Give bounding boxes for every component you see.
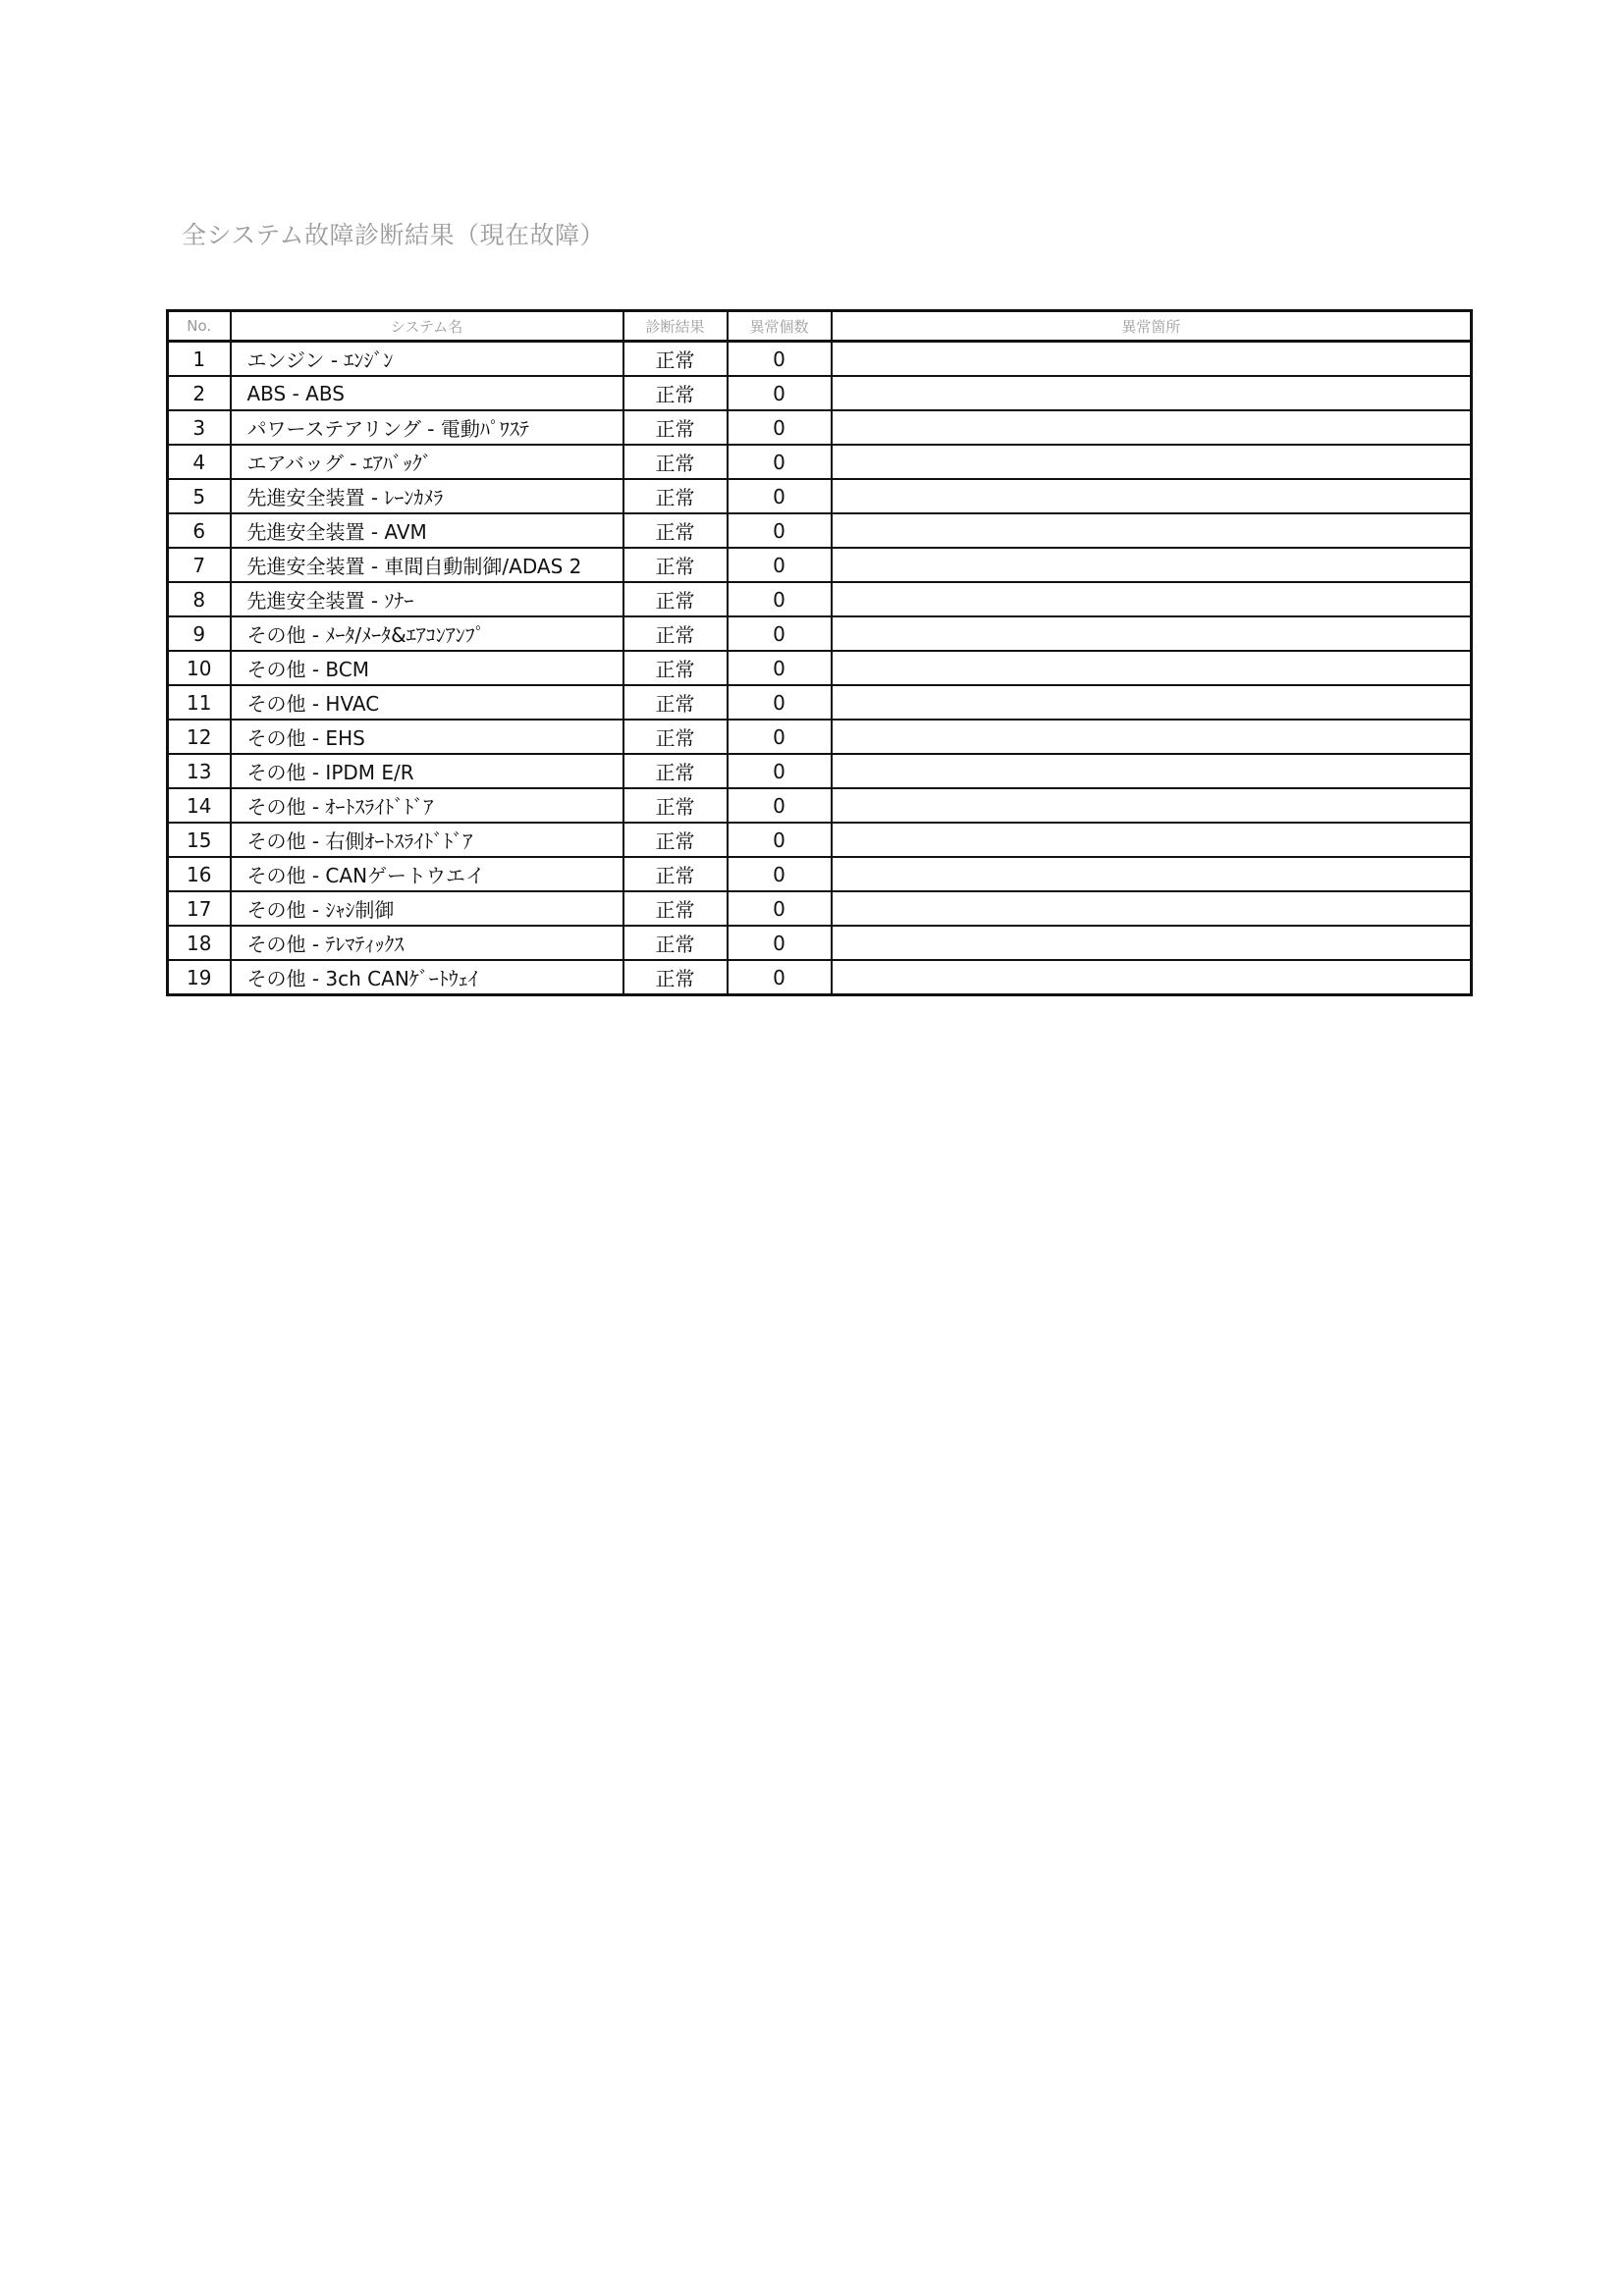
row-number: 15 <box>168 823 231 857</box>
system-name: パワーステアリング - 電動ﾊﾟﾜｽﾃ <box>231 410 623 445</box>
column-header-result: 診断結果 <box>623 311 728 342</box>
fault-location <box>832 342 1472 377</box>
fault-location <box>832 926 1472 960</box>
system-name: その他 - EHS <box>231 720 623 754</box>
diagnosis-result: 正常 <box>623 582 728 616</box>
fault-location <box>832 445 1472 479</box>
diagnosis-result: 正常 <box>623 891 728 926</box>
table-row <box>168 582 1472 616</box>
fault-location <box>832 376 1472 410</box>
fault-count: 0 <box>728 410 832 445</box>
table-row <box>168 342 1472 377</box>
diagnosis-result: 正常 <box>623 754 728 788</box>
diagnosis-result: 正常 <box>623 342 728 377</box>
table-row <box>168 891 1472 926</box>
system-name: その他 - ｼｬｼ制御 <box>231 891 623 926</box>
fault-count: 0 <box>728 960 832 995</box>
table-row <box>168 616 1472 651</box>
row-number: 7 <box>168 548 231 582</box>
fault-count: 0 <box>728 548 832 582</box>
row-number: 12 <box>168 720 231 754</box>
row-number: 17 <box>168 891 231 926</box>
table-row <box>168 720 1472 754</box>
fault-count: 0 <box>728 342 832 377</box>
system-name: その他 - 右側ｵｰﾄｽﾗｲﾄﾞﾄﾞｱ <box>231 823 623 857</box>
row-number: 11 <box>168 685 231 720</box>
system-name: その他 - IPDM E/R <box>231 754 623 788</box>
diagnosis-result: 正常 <box>623 788 728 823</box>
fault-location <box>832 685 1472 720</box>
row-number: 5 <box>168 479 231 513</box>
fault-location <box>832 823 1472 857</box>
column-header-system: システム名 <box>231 311 623 342</box>
system-name: その他 - HVAC <box>231 685 623 720</box>
fault-count: 0 <box>728 823 832 857</box>
fault-count: 0 <box>728 685 832 720</box>
diagnosis-result: 正常 <box>623 720 728 754</box>
system-name: その他 - ｵｰﾄｽﾗｲﾄﾞﾄﾞｱ <box>231 788 623 823</box>
table-header-row <box>168 311 1472 342</box>
table-row <box>168 548 1472 582</box>
system-name: 先進安全装置 - ｿﾅｰ <box>231 582 623 616</box>
column-header-location: 異常箇所 <box>832 311 1472 342</box>
table-row <box>168 651 1472 685</box>
table-row <box>168 410 1472 445</box>
table-row <box>168 857 1472 891</box>
fault-count: 0 <box>728 616 832 651</box>
diagnosis-table <box>166 309 1473 996</box>
diagnosis-result: 正常 <box>623 651 728 685</box>
diagnosis-result: 正常 <box>623 376 728 410</box>
fault-count: 0 <box>728 720 832 754</box>
diagnosis-result: 正常 <box>623 857 728 891</box>
table-row <box>168 445 1472 479</box>
fault-count: 0 <box>728 857 832 891</box>
fault-location <box>832 651 1472 685</box>
system-name: 先進安全装置 - 車間自動制御/ADAS 2 <box>231 548 623 582</box>
row-number: 16 <box>168 857 231 891</box>
table-row <box>168 926 1472 960</box>
row-number: 19 <box>168 960 231 995</box>
fault-location <box>832 960 1472 995</box>
table-row <box>168 513 1472 548</box>
table-body <box>168 342 1472 995</box>
fault-location <box>832 720 1472 754</box>
fault-location <box>832 513 1472 548</box>
table-row <box>168 960 1472 995</box>
system-name: その他 - ﾃﾚﾏﾃｨｯｸｽ <box>231 926 623 960</box>
row-number: 9 <box>168 616 231 651</box>
column-header-no: No. <box>168 311 231 342</box>
system-name: その他 - BCM <box>231 651 623 685</box>
diagnosis-result: 正常 <box>623 548 728 582</box>
system-name: その他 - CANゲートウエイ <box>231 857 623 891</box>
row-number: 10 <box>168 651 231 685</box>
row-number: 13 <box>168 754 231 788</box>
fault-count: 0 <box>728 926 832 960</box>
row-number: 14 <box>168 788 231 823</box>
row-number: 2 <box>168 376 231 410</box>
fault-location <box>832 857 1472 891</box>
fault-count: 0 <box>728 651 832 685</box>
diagnosis-result: 正常 <box>623 445 728 479</box>
row-number: 1 <box>168 342 231 377</box>
diagnosis-result: 正常 <box>623 823 728 857</box>
diagnosis-result: 正常 <box>623 479 728 513</box>
fault-location <box>832 582 1472 616</box>
system-name: その他 - ﾒｰﾀ/ﾒｰﾀ&ｴｱｺﾝｱﾝﾌﾟ <box>231 616 623 651</box>
table-row <box>168 754 1472 788</box>
fault-location <box>832 891 1472 926</box>
table-row <box>168 823 1472 857</box>
fault-count: 0 <box>728 479 832 513</box>
system-name: エンジン - ｴﾝｼﾞﾝ <box>231 342 623 377</box>
system-name: 先進安全装置 - ﾚｰﾝｶﾒﾗ <box>231 479 623 513</box>
row-number: 6 <box>168 513 231 548</box>
diagnosis-result: 正常 <box>623 513 728 548</box>
fault-location <box>832 754 1472 788</box>
system-name: その他 - 3ch CANｹﾞｰﾄｳｪｲ <box>231 960 623 995</box>
column-header-count: 異常個数 <box>728 311 832 342</box>
system-name: エアバッグ - ｴｱﾊﾞｯｸﾞ <box>231 445 623 479</box>
fault-count: 0 <box>728 788 832 823</box>
row-number: 4 <box>168 445 231 479</box>
fault-count: 0 <box>728 513 832 548</box>
fault-location <box>832 410 1472 445</box>
fault-count: 0 <box>728 445 832 479</box>
diagnosis-result: 正常 <box>623 616 728 651</box>
table-row <box>168 376 1472 410</box>
fault-location <box>832 788 1472 823</box>
row-number: 18 <box>168 926 231 960</box>
system-name: ABS - ABS <box>231 376 623 410</box>
page-title: 全システム故障診断結果（現在故障） <box>182 221 606 249</box>
fault-location <box>832 616 1472 651</box>
system-name: 先進安全装置 - AVM <box>231 513 623 548</box>
table-row <box>168 479 1472 513</box>
fault-count: 0 <box>728 891 832 926</box>
fault-count: 0 <box>728 754 832 788</box>
fault-location <box>832 548 1472 582</box>
diagnosis-result: 正常 <box>623 410 728 445</box>
diagnosis-result: 正常 <box>623 960 728 995</box>
fault-location <box>832 479 1472 513</box>
table-row <box>168 685 1472 720</box>
row-number: 3 <box>168 410 231 445</box>
diagnosis-result: 正常 <box>623 926 728 960</box>
table-row <box>168 788 1472 823</box>
row-number: 8 <box>168 582 231 616</box>
fault-count: 0 <box>728 376 832 410</box>
fault-count: 0 <box>728 582 832 616</box>
diagnosis-result: 正常 <box>623 685 728 720</box>
